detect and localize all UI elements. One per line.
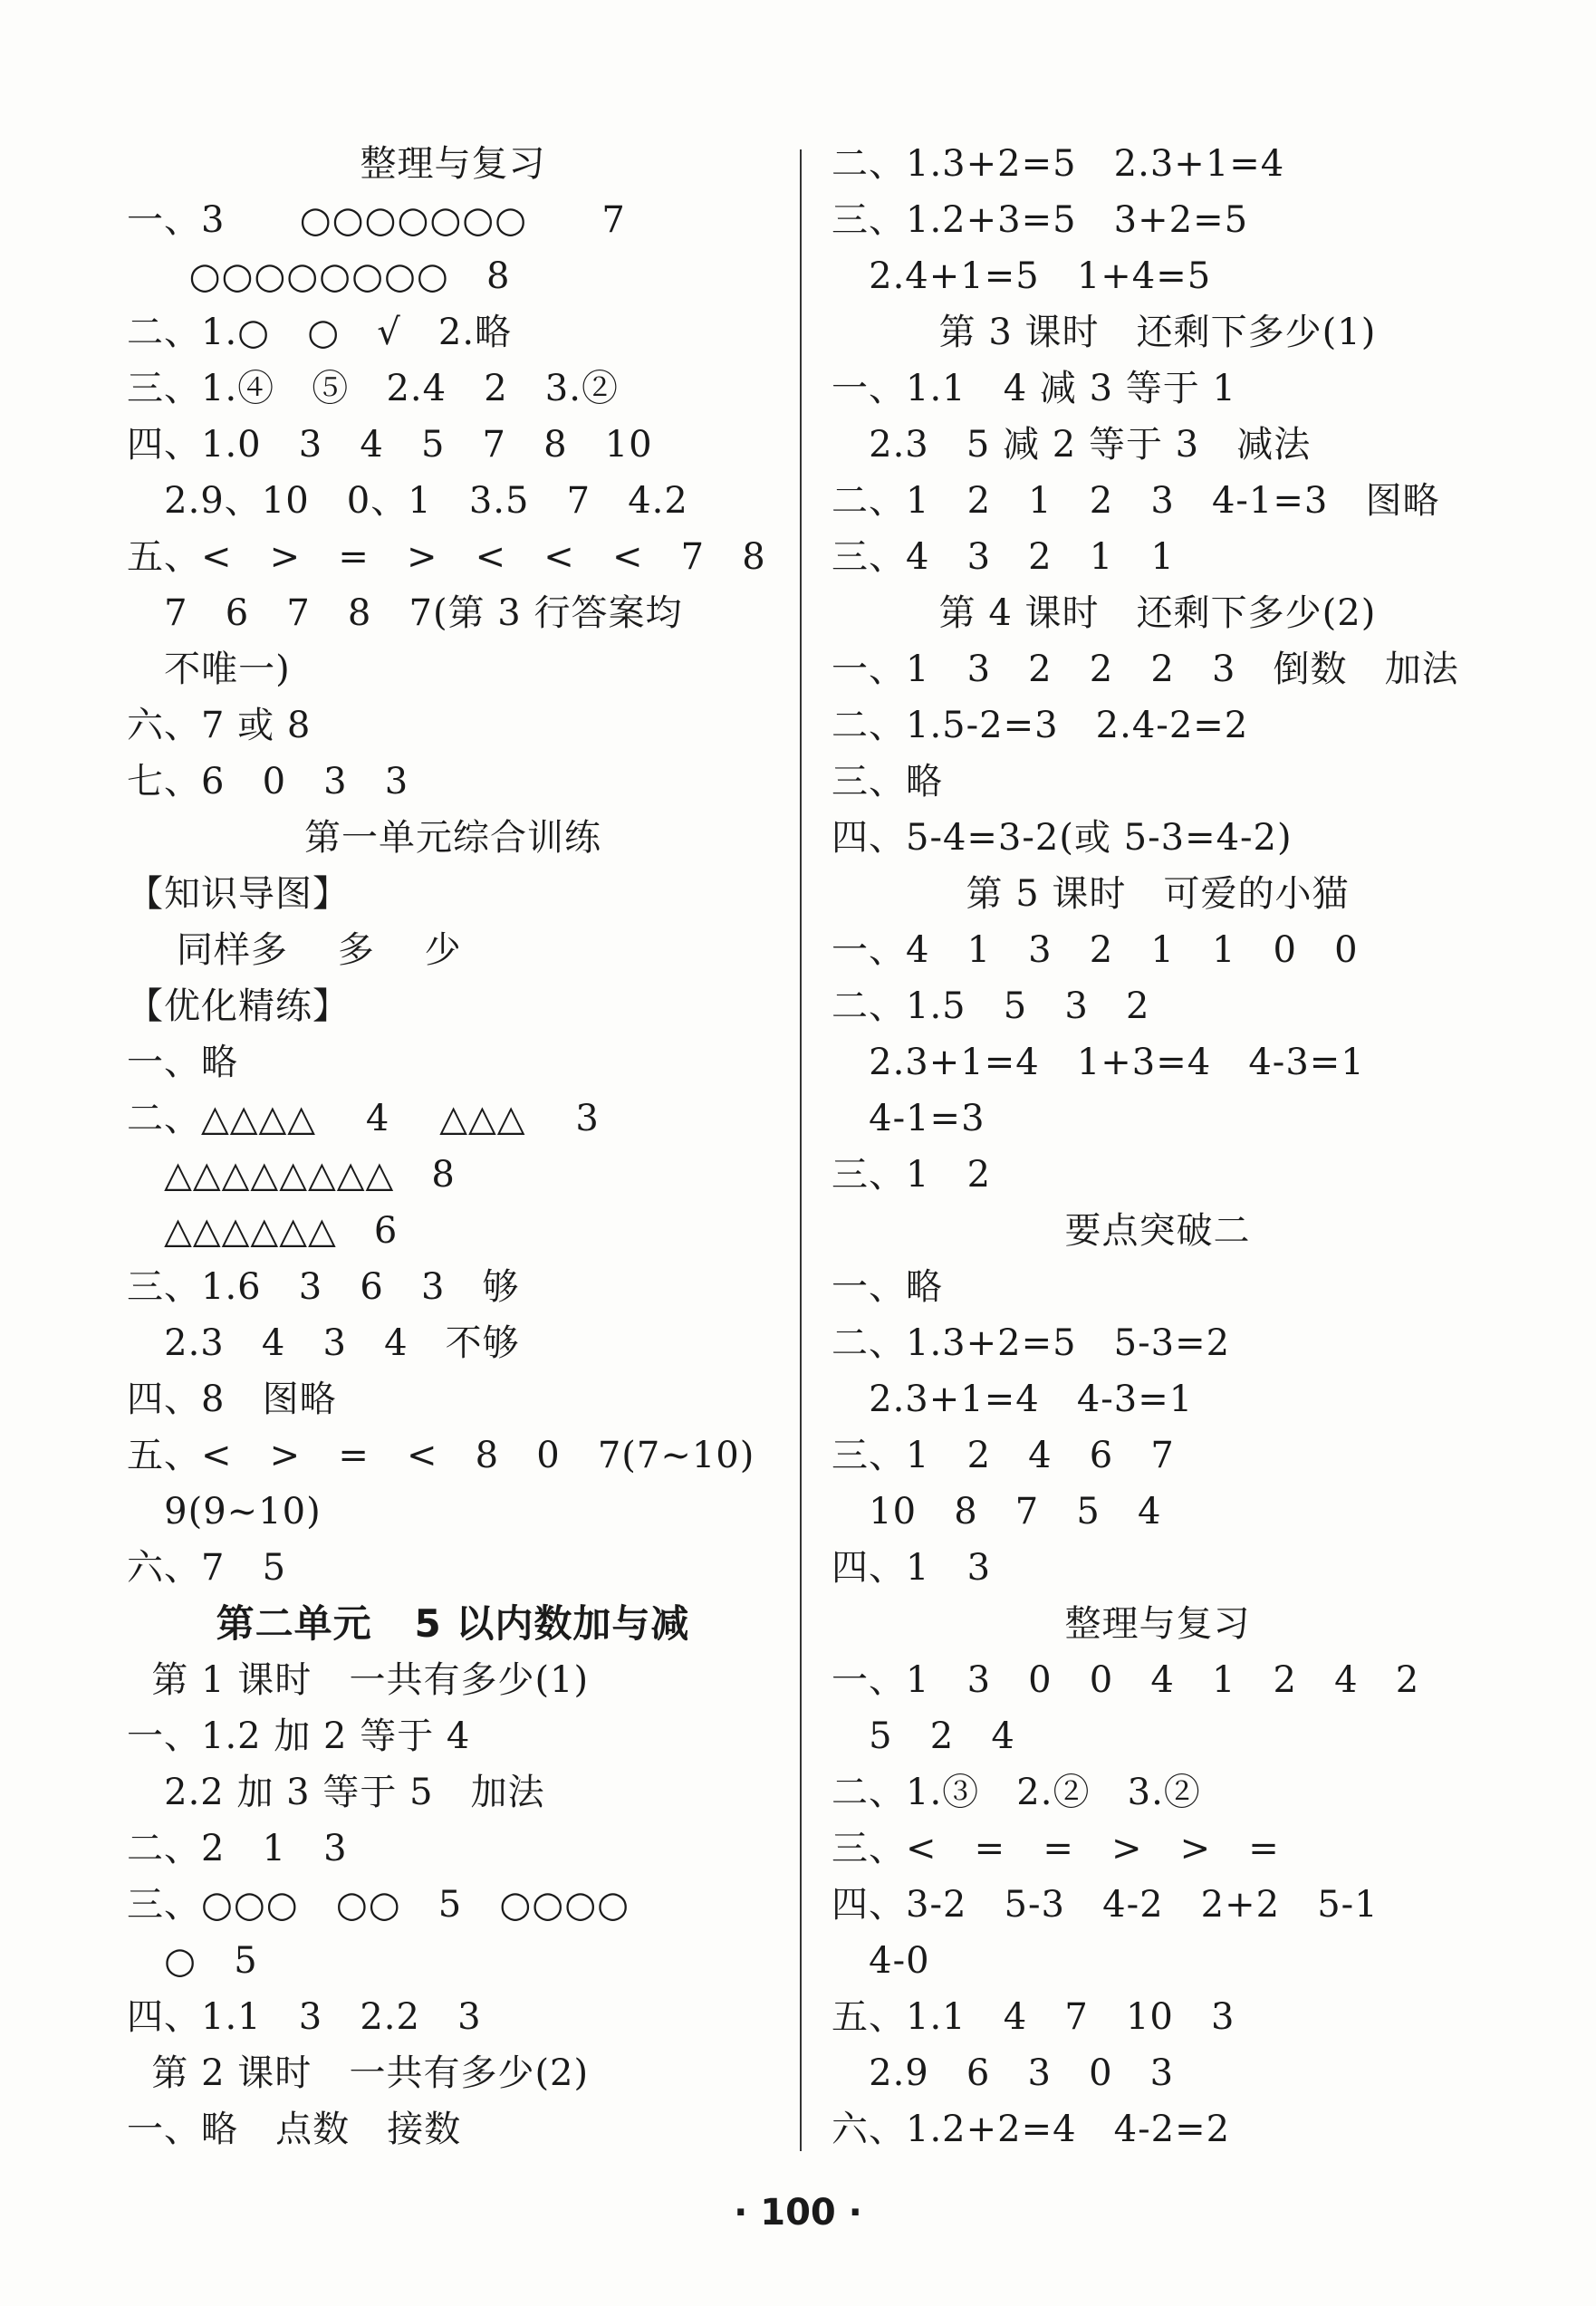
section-heading: 要点突破二	[1064, 1210, 1251, 1252]
answer-line: 三、1.6 3 6 3 够	[127, 1266, 520, 1308]
section-heading: 整理与复习	[1064, 1603, 1251, 1645]
answer-line: 2.9、10 0、1 3.5 7 4.2	[127, 480, 688, 522]
answer-line: 二、1.③ 2.② 3.②	[832, 1772, 1201, 1813]
answer-line: ○○○○○○○○ 8	[127, 255, 511, 297]
answer-line: 一、3 ○○○○○○○ 7	[127, 199, 626, 241]
answer-line: 2.3+1=4 4-3=1	[832, 1379, 1194, 1420]
answer-line: 三、1.2+3=5 3+2=5	[832, 199, 1249, 241]
answer-line: 10 8 7 5 4	[832, 1491, 1162, 1533]
page-number: · 100 ·	[734, 2192, 862, 2234]
section-heading: 第 3 课时 还剩下多少(1)	[938, 312, 1377, 353]
answer-line: 二、1.3+2=5 2.3+1=4	[832, 143, 1285, 185]
answer-line: 【知识导图】	[127, 873, 350, 915]
answer-line: ○ 5	[127, 1940, 258, 1982]
answer-line: 二、1.3+2=5 5-3=2	[832, 1322, 1231, 1364]
answer-line: 四、1.0 3 4 5 7 8 10	[127, 424, 653, 466]
answer-line: 一、1 3 0 0 4 1 2 4 2	[832, 1659, 1420, 1701]
answer-line: 第 2 课时 一共有多少(2)	[127, 2052, 590, 2094]
answer-line: 三、4 3 2 1 1	[832, 536, 1175, 578]
answer-line: 三、略	[832, 761, 943, 802]
answer-line: 一、1.2 加 2 等于 4	[127, 1715, 471, 1757]
section-heading: 整理与复习	[360, 143, 546, 185]
answer-line: 不唯一)	[127, 649, 291, 690]
answer-line: 六、1.2+2=4 4-2=2	[832, 2109, 1231, 2150]
left-column	[127, 136, 779, 2157]
answer-line: 三、1.④ ⑤ 2.4 2 3.②	[127, 368, 619, 409]
answer-line: 【优化精练】	[127, 985, 350, 1027]
answer-line: 一、4 1 3 2 1 1 0 0	[832, 929, 1359, 971]
answer-line: 2.3 4 3 4 不够	[127, 1322, 520, 1364]
answer-line: 二、1.○ ○ √ 2.略	[127, 312, 513, 353]
answer-line: 一、略 点数 接数	[127, 2109, 462, 2150]
section-heading: 第一单元综合训练	[304, 817, 601, 859]
answer-line: 2.9 6 3 0 3	[832, 2052, 1175, 2094]
answer-line: 一、略	[127, 1042, 238, 1083]
answer-line: 四、8 图略	[127, 1379, 337, 1420]
answer-line: 五、< > = > < < < 7 8	[127, 536, 766, 578]
answer-line: 2.3 5 减 2 等于 3 减法	[832, 424, 1312, 466]
answer-line: 9(9~10)	[127, 1491, 322, 1533]
answer-line: 四、3-2 5-3 4-2 2+2 5-1	[832, 1884, 1379, 1926]
right-column	[832, 136, 1484, 2157]
answer-line: 二、1.5-2=3 2.4-2=2	[832, 705, 1249, 746]
answer-line: 2.2 加 3 等于 5 加法	[127, 1772, 545, 1813]
answer-line: 四、5-4=3-2(或 5-3=4-2)	[832, 817, 1293, 859]
answer-line: 一、1.1 4 减 3 等于 1	[832, 368, 1236, 409]
answer-line: △△△△△△△△ 8	[127, 1154, 456, 1196]
answer-line: 一、1 3 2 2 2 3 倒数 加法	[832, 649, 1459, 690]
column-divider	[800, 149, 802, 2151]
answer-line: 五、< > = < 8 0 7(7~10)	[127, 1435, 755, 1476]
answer-line: 三、1 2	[832, 1154, 992, 1196]
answer-line: 七、6 0 3 3	[127, 761, 409, 802]
answer-line: 五、1.1 4 7 10 3	[832, 1996, 1235, 2038]
answer-line: 7 6 7 8 7(第 3 行答案均	[127, 592, 683, 634]
answer-line: 二、1.5 5 3 2	[832, 985, 1150, 1027]
answer-line: 5 2 4	[832, 1715, 1015, 1757]
section-heading: 第 5 课时 可爱的小猫	[966, 873, 1350, 915]
answer-line: 2.4+1=5 1+4=5	[832, 255, 1212, 297]
answer-line: 4-1=3	[832, 1098, 985, 1139]
answer-line: 4-0	[832, 1940, 930, 1982]
answer-line: 三、○○○ ○○ 5 ○○○○	[127, 1884, 630, 1926]
section-heading: 第 4 课时 还剩下多少(2)	[938, 592, 1377, 634]
answer-line: 四、1 3	[832, 1547, 992, 1589]
answer-line: 六、7 或 8	[127, 705, 312, 746]
answer-line: 三、< = = > > =	[832, 1828, 1280, 1869]
answer-line: 同样多 多 少	[127, 929, 462, 971]
answer-line: △△△△△△ 6	[127, 1210, 399, 1252]
answer-line: 三、1 2 4 6 7	[832, 1435, 1175, 1476]
answer-line: 第 1 课时 一共有多少(1)	[127, 1659, 590, 1701]
answer-line: 2.3+1=4 1+3=4 4-3=1	[832, 1042, 1365, 1083]
section-heading: 第二单元 5 以内数加与减	[216, 1601, 690, 1646]
answer-line: 一、略	[832, 1266, 943, 1308]
answer-line: 二、△△△△ 4 △△△ 3	[127, 1098, 600, 1139]
answer-line: 二、2 1 3	[127, 1828, 348, 1869]
answer-line: 二、1 2 1 2 3 4-1=3 图略	[832, 480, 1440, 522]
answer-line: 六、7 5	[127, 1547, 287, 1589]
answer-line: 四、1.1 3 2.2 3	[127, 1996, 482, 2038]
